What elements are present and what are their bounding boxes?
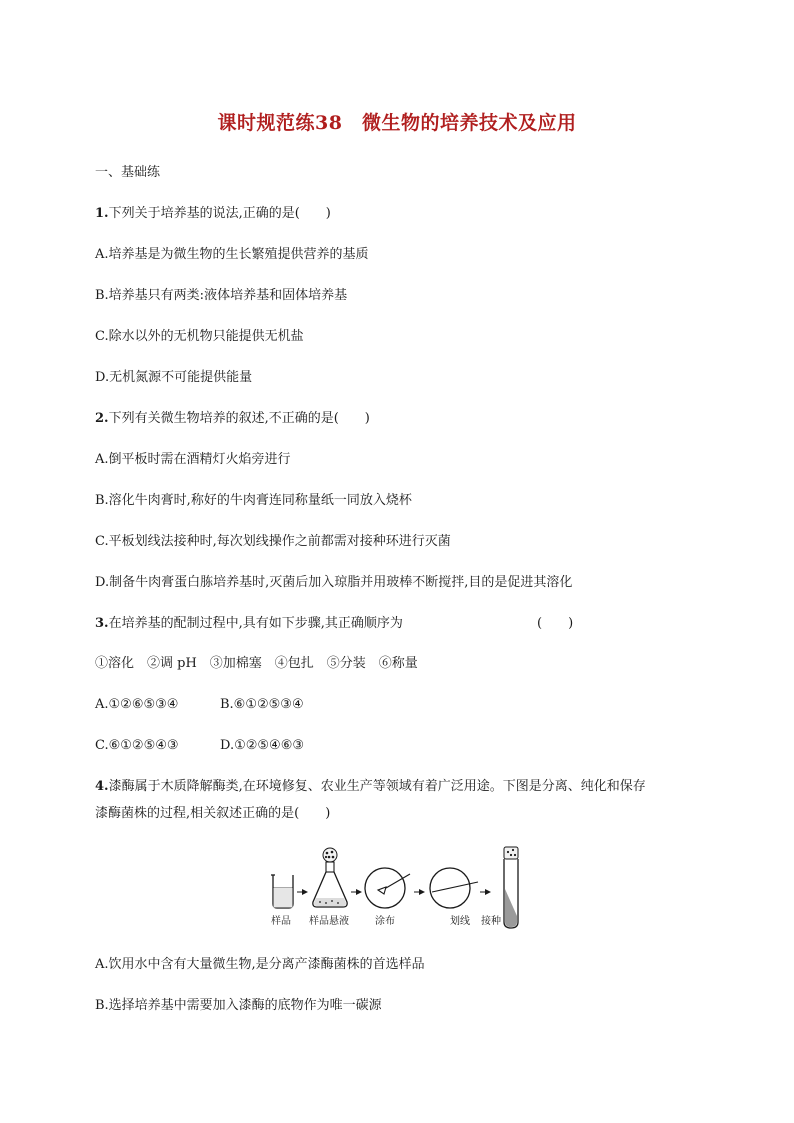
question-3-text: 在培养基的配制过程中,具有如下步骤,其正确顺序为	[108, 616, 403, 631]
question-2-option-b: B.溶化牛肉膏时,称好的牛肉膏连同称量纸一同放入烧杯	[95, 493, 412, 508]
label-sample: 样品	[271, 916, 291, 927]
test-tube-icon	[504, 847, 518, 928]
question-3-answer-paren: ( )	[537, 616, 574, 631]
question-1-option-a: A.培养基是为微生物的生长繁殖提供营养的基质	[95, 247, 369, 262]
question-4-stem-line1	[95, 778, 646, 796]
question-1-option-d: D.无机氮源不可能提供能量	[95, 370, 253, 385]
question-1-option-c: C.除水以外的无机物只能提供无机盐	[95, 329, 304, 344]
question-3-option-c: C.⑥①②⑤④③	[95, 738, 179, 753]
streak-plate-icon	[430, 868, 478, 908]
section-heading: 一、基础练	[95, 165, 161, 180]
question-4-text-line1: 漆酶属于木质降解酶类,在环境修复、农业生产等领域有着广泛用途。下图是分离、纯化和保存	[108, 779, 646, 794]
question-2-option-a: A.倒平板时需在酒精灯火焰旁进行	[95, 452, 291, 467]
question-4-option-b: B.选择培养基中需要加入漆酶的底物作为唯一碳源	[95, 998, 382, 1013]
question-3-option-d: D.①②⑤④⑥③	[220, 738, 305, 753]
question-3-number: 3.	[95, 616, 109, 631]
label-suspension: 样品悬液	[309, 916, 349, 927]
question-2-option-c: C.平板划线法接种时,每次划线操作之前都需对接种环进行灭菌	[95, 534, 451, 549]
question-4-number: 4.	[95, 779, 109, 794]
question-3-option-b: B.⑥①②⑤③④	[220, 697, 304, 712]
question-1-stem	[95, 205, 331, 223]
process-diagram-svg	[268, 844, 528, 934]
question-3-option-a: A.①②⑥⑤③④	[95, 697, 179, 712]
question-2-stem	[95, 410, 370, 428]
label-spread: 涂布	[375, 916, 395, 927]
question-2-number: 2.	[95, 411, 109, 426]
question-4-stem-line2: 漆酶菌株的过程,相关叙述正确的是( )	[95, 806, 331, 821]
label-inoculate: 接种	[481, 916, 501, 927]
question-3-stem	[95, 615, 403, 633]
beaker-icon	[271, 875, 293, 908]
question-4-option-a: A.饮用水中含有大量微生物,是分离产漆酶菌株的首选样品	[95, 957, 425, 972]
question-2-option-d: D.制备牛肉膏蛋白胨培养基时,灭菌后加入琼脂并用玻棒不断搅拌,目的是促进其溶化	[95, 575, 573, 590]
flask-icon	[313, 848, 347, 907]
question-3-steps: ①溶化 ②调 pH ③加棉塞 ④包扎 ⑤分装 ⑥称量	[95, 656, 418, 671]
label-streak: 划线	[450, 916, 470, 927]
process-diagram	[268, 844, 528, 934]
spread-plate-icon	[365, 868, 410, 908]
question-1-text: 下列关于培养基的说法,正确的是( )	[108, 206, 331, 221]
question-2-text: 下列有关微生物培养的叙述,不正确的是( )	[108, 411, 370, 426]
question-1-option-b: B.培养基只有两类:液体培养基和固体培养基	[95, 288, 348, 303]
question-1-number: 1.	[95, 206, 109, 221]
page-title: 课时规范练38 微生物的培养技术及应用	[217, 112, 577, 134]
